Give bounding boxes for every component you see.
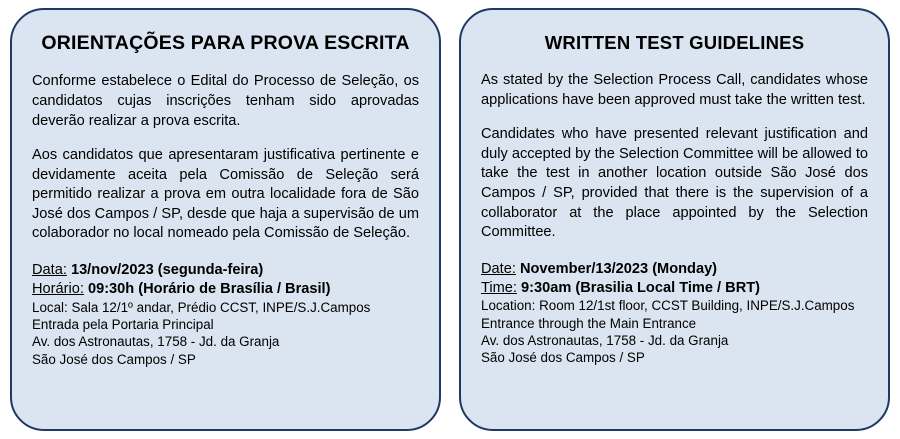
page-title-portuguese: ORIENTAÇÕES PARA PROVA ESCRITA	[41, 32, 410, 54]
detail-location-value-pt: Sala 12/1º andar, Prédio CCST, INPE/S.J.Campos	[71, 299, 371, 315]
detail-address2-pt: Av. dos Astronautas, 1758 - Jd. da Granja	[32, 334, 280, 350]
paragraph-pt-2: Aos candidatos que apresentaram justificativa pertinente e devidamente aceita pela Comissão de Seleção será permitido realizar a prova em outra localidade fora de São José dos Campos / SP, desde que haja a supervisão de um colaborador no local nomeado pela Comissão de Seleção.	[32, 147, 419, 242]
detail-time-en	[481, 279, 868, 297]
detail-time-label-en: Time:	[481, 280, 517, 297]
detail-location-label-pt: Local:	[32, 299, 68, 315]
detail-date-value-en: November/13/2023 (Monday)	[519, 260, 718, 277]
panel-english	[459, 8, 890, 431]
detail-address3-pt: São José dos Campos / SP	[32, 351, 196, 367]
detail-address1-en: Entrance through the Main Entrance	[481, 315, 697, 331]
detail-date-value-pt: 13/nov/2023 (segunda-feira)	[70, 261, 264, 278]
detail-location-en	[481, 298, 868, 314]
panel-spacer-pt	[32, 369, 419, 419]
detail-date-pt	[32, 261, 419, 279]
detail-location-label-en: Location:	[481, 298, 536, 314]
paragraph-en-1: As stated by the Selection Process Call, candidates whose applications have been approved must take the written test.	[481, 72, 868, 108]
page-title-english: WRITTEN TEST GUIDELINES	[544, 32, 805, 53]
detail-location-value-en: Room 12/1st floor, CCST Building, INPE/S.J.Campos	[539, 298, 855, 314]
panel-spacer-en	[481, 368, 868, 419]
detail-address3-en: São José dos Campos / SP	[481, 350, 645, 366]
detail-time-value-pt: 09:30h (Horário de Brasília / Brasil)	[87, 281, 331, 298]
detail-date-label-en: Date:	[481, 260, 516, 277]
paragraph-en-2: Candidates who have presented relevant justification and duly accepted by the Selection Committee will be allowed to take the test in another location outside São José dos Campos / SP, provided that there is the supervision of a collaborator at the place appointed by the Selection Committee.	[481, 126, 868, 241]
paragraph-pt-1: Conforme estabelece o Edital do Processo de Seleção, os candidatos cujas inscrições tenham sido aprovadas deverão realizar a prova escrita.	[32, 73, 419, 129]
details-english	[481, 260, 868, 368]
panel-portuguese	[10, 8, 441, 431]
detail-time-pt	[32, 280, 419, 298]
details-portuguese	[32, 261, 419, 369]
detail-location-pt	[32, 300, 419, 316]
detail-address2-en: Av. dos Astronautas, 1758 - Jd. da Granja	[481, 333, 729, 349]
detail-date-en	[481, 260, 868, 278]
detail-time-value-en: 9:30am (Brasilia Local Time / BRT)	[521, 280, 761, 297]
detail-date-label-pt: Data:	[32, 261, 67, 278]
detail-address1-pt: Entrada pela Portaria Principal	[32, 316, 214, 332]
detail-time-label-pt: Horário:	[32, 281, 84, 298]
